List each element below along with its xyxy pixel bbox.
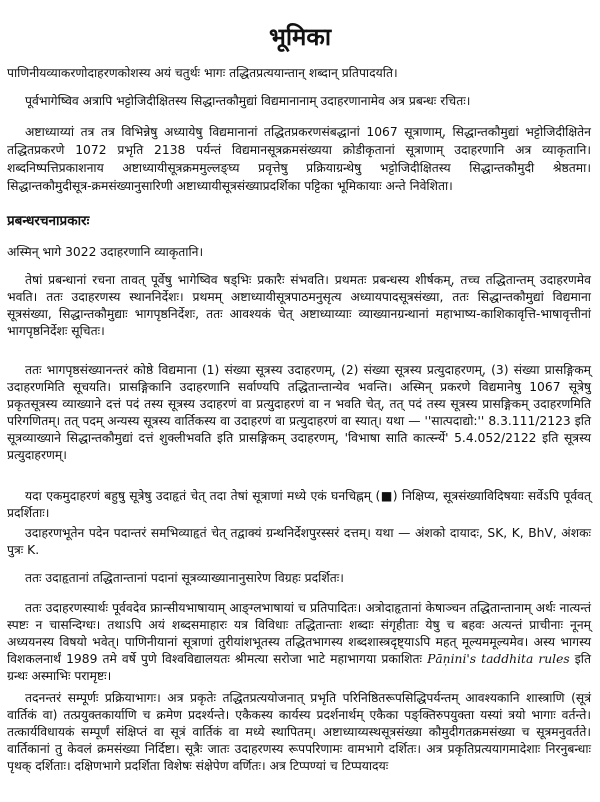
paragraph-structure: तेषां प्रबन्धानां रचना तावत् पूर्वेषु भागेष्विव षड्भिः प्रकारैः संभवति। प्रथमतः प्रबन्धस्य शीर्षकम्, तच्च तद्धितान्तम् उदाहरणमेव भवति। ततः उदाहरणस्य स्थाननिर्देशः। प्रथमम् अष्टाध्यायीसूत्रपाठमनुसृत्य अध्यायपादसूत्रसंख्या, ततः सिद्धान्तकौमुद्यां विद्यमाना सूत्रसंख्या, सिद्धान्तकौमुद्याः भागपृष्ठनिर्देशः, ततः आवश्यकं चेत् अष्टाध्याय्याः व्याख्यानग्रन्थानां महाभाष्य-काशिकावृत्ति-भाषावृत्तीनां भागपृष्ठनिर्देशः सूचितः।	[7, 273, 591, 338]
section-heading: प्रबन्धरचनाप्रकारः	[7, 213, 90, 229]
paragraph-example-count: अस्मिन् भागे 3022 उदाहरणानि व्याकृतानि।	[7, 245, 204, 259]
paragraph-meaning	[7, 600, 591, 685]
paragraph-multiple-sutras: यदा एकमुदाहरणं बहुषु सूत्रेषु उदाहृतं चेत् तदा तेषां सूत्राणां मध्ये एकं घनचिह्नम् (■) निक्षिप्य, सूत्रसंख्याविदिषयाः सर्वेऽपि पूर्ववत् प्रदर्शिताः।	[7, 489, 591, 520]
paragraph-sentence-context: उदाहरणभूतेन पदेन पदान्तरं समभिव्याहृतं चेत् तद्वाक्यं ग्रन्थनिर्देशपुरस्सरं दत्तम्। यथा — अंशको दायादः, SK, K, BhV, अंशकः पुत्रः K.	[7, 526, 591, 557]
paragraph-prakriya: तदनन्तरं सम्पूर्णः प्रक्रियाभागः। अत्र प्रकृतेः तद्धितप्रत्ययोजनात् प्रभृति परिनिष्ठितरूपसिद्धिपर्यन्तम् आवश्यकानि शास्त्राणि (सूत्रं वार्तिकं वा) तत्प्रयुक्तकार्याणि च क्रमेण प्रदर्श्यन्ते। एकैकस्य कार्यस्य प्रदर्शनार्थम् एकैका पङ्क्तिरुपयुक्ता यस्यां त्रयो भागाः वर्तन्ते। तत्कार्यविधायकं सम्पूर्णं संक्षिप्तं वा सूत्रं वार्तिकं वा मध्ये स्थापितम्। अष्टाध्याय्यस्थसूत्रसंख्या कौमुदीगतक्रमसंख्या च सूत्रमनुवर्तते। वार्तिकानां तु केवलं क्रमसंख्या निर्दिष्टा। सूत्रैः जातः उदाहरणस्य रूपपरिणामः वामभागे दर्शितः। अत्र प्रकृतिप्रत्ययागमादेशाः निरनुबन्धाः पृथक् दर्शिताः। दक्षिणभागे प्रदर्शिता विशेषः संक्षेपेण वर्णितः। अत्र टिप्पण्यां च टिप्पयादयः	[7, 691, 591, 773]
paragraph-sutra-count: अष्टाध्याय्यां तत्र तत्र विभिन्नेषु अध्यायेषु विद्यमानानां तद्धितप्रकरणसंबद्धानां 1067 सूत्राणाम्, सिद्धान्तकौमुद्यां भट्टोजिदीक्षितेन तद्धितप्रकरणे 1072 प्रभृति 2138 पर्यन्तं विद्यमानसूत्रक्रमसंख्यया क्रोडीकृतानां सूत्राणाम् उदाहरणानि अत्र व्याकृतानि। शब्दनिष्पत्तिप्रकाशनाय अष्टाध्यायीसूत्रक्रममुल्लङ्घ्य प्रवृत्तेषु प्रक्रियाग्रन्थेषु भट्टोजिदीक्षितस्य सिद्धान्तकौमुदी श्रेष्ठतमा। सिद्धान्तकौमुदीसूत्र-क्रमसंख्यानुसारिणी अष्टाध्यायीसूत्रसंख्याप्रदर्शिका पट्टिका भूमिकायाः अन्ते निवेशिता।	[7, 125, 591, 193]
paragraph-meaning-text: ततः उदाहरणस्यार्थः पूर्ववदेव फ्रान्सीयभाषायाम् आङ्ग्लभाषायां च प्रतिपादितः। अत्रोदाहृतानां केषाञ्चन तद्धितान्तानाम् अर्थः नात्यन्तं स्पष्टः न चासन्दिग्धः। तथाऽपि अयं शब्दसमाहारः यत्र विविधाः तद्धितान्ताः शब्दाः संगृहीताः येषु च बहवः अत्यन्तं प्राचीनाः नूनम् अध्ययनस्य विषयो भवेत्। पाणिनीयानां सूत्राणां तुरीयांशभूतस्य तद्धितभागस्य शब्दशास्त्रदृष्ट्याऽपि महत् मूल्यममूल्यमेव। अस्य भागस्य विशकलनार्थं 1989 तमे वर्षे पुणे विश्वविद्यालयतः श्रीमत्या सरोजा भाटे महाभागया प्रकाशितः	[7, 601, 591, 666]
paragraph-intro: पाणिनीयव्याकरणोदाहरणकोशस्य अयं चतुर्थः भागः तद्धितप्रत्ययान्तान् शब्दान् प्रतिपादयति।	[7, 66, 398, 80]
paragraph-arrangement: पूर्वभागेष्विव अत्रापि भट्टोजिदीक्षितस्य सिद्धान्तकौमुद्यां विद्यमानानाम् उदाहरणानामेव अत्र प्रबन्धः रचितः।	[25, 94, 471, 108]
paragraph-meaning-tail: इति ग्रन्थः अस्माभिः परामृष्टः।	[7, 652, 591, 683]
page-title: भूमिका	[268, 22, 332, 51]
paragraph-numbering: ततः भागपृष्ठसंख्यानन्तरं कोष्ठे विद्यमाना (1) संख्या सूत्रस्य उदाहरणम्, (2) संख्या सूत्रस्य प्रत्युदाहरणम्, (3) संख्या प्रासङ्गिकम् उदाहरणमिति सूचयति। प्रासङ्गिकानि उदाहरणानि सर्वाण्यपि तद्धितान्तान्येव भवन्ति। अस्मिन् प्रकरणे विद्यमानेषु 1067 सूत्रेषु प्रकृतसूत्रस्य व्याख्याने दत्तं पदं तस्य सूत्रस्य उदाहरणं वा प्रत्युदाहरणं वा न भवति चेत्, तत् पदं तस्य सूत्रस्य प्रासङ्गिकम् उदाहरणमिति परिगणितम्। तत् पदम् अन्यस्य सूत्रस्य वार्तिकस्य वा उदाहरणं वा प्रत्युदाहरणं वा स्यात्। यथा — ''सात्पदाद्यो:'' 8.3.111/2123 इति सूत्रव्याख्याने सिद्धान्तकौमुद्यां दत्तं शुक्लीभवति इति प्रासङ्गिकम् उदाहरणम्, 'विभाषा साति कार्त्स्न्ये' 5.4.052/2122 इति सूत्रस्य प्रत्युदाहरणम्।	[7, 363, 591, 462]
paragraph-vigraha: ततः उदाहृतानां तद्धितान्तानां पदानां सूत्रव्याख्यानानुसारेण विग्रहः प्रदर्शितः।	[25, 571, 344, 585]
book-title: Pāṇini's taddhita rules	[427, 652, 570, 666]
